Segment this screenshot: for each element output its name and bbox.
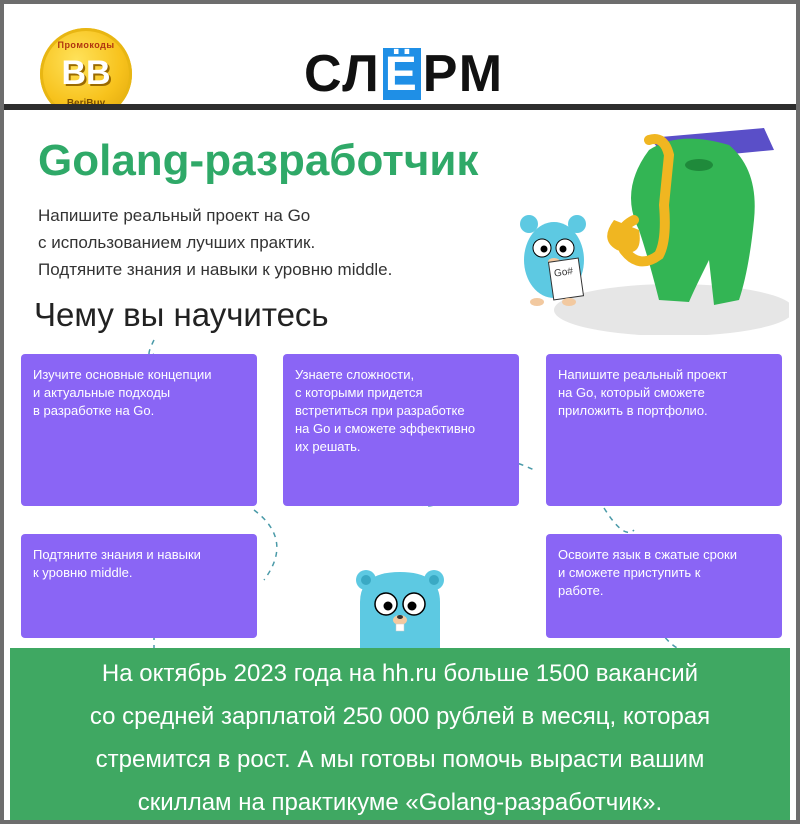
gopher-mascot [352,566,448,648]
badge-mark: BB [61,54,111,92]
card-line: работе. [558,583,604,598]
section-heading: Чему вы научитесь [34,296,329,333]
learning-card-concepts [21,354,257,506]
card-line: Напишите реальный проект [558,367,728,382]
subtitle-line: с использованием лучших практик. [38,233,316,252]
logo-text-end: РМ [422,45,505,103]
card-line: к уровню middle. [33,565,133,580]
card-line: на Go и сможете эффективно [295,421,476,436]
learning-card-middle [21,534,257,638]
card-line: Изучите основные концепции [33,367,212,382]
hero-illustration [499,110,789,335]
card-line: Узнаете сложности, [295,367,415,382]
subtitle-line: Подтяните знания и навыки к уровню middle. [38,260,393,279]
page-frame [4,4,796,820]
card-line: Освоите язык в сжатые сроки [558,547,738,562]
banner-line: со средней зарплатой 250 000 рублей в месяц, которая [89,703,711,730]
card-line: Подтяните знания и навыки [33,547,201,562]
card-line: приложить в портфолио. [558,403,708,418]
main-content [4,110,796,820]
logo-highlight-letter: Ё [384,48,419,101]
brand-logo[interactable] [304,44,504,104]
subtitle-line: Напишите реальный проект на Go [38,206,311,225]
banner-line: На октябрь 2023 года на hh.ru больше 1500 вакансий [101,660,699,687]
card-line: и сможете приступить к [558,565,701,580]
header [4,4,796,104]
card-line: на Go, который сможете [558,385,705,400]
card-line: их решать. [295,439,361,454]
banner-line: стремится в рост. А мы готовы помочь вырасти вашим [95,746,705,773]
hero-subtitle [38,202,392,283]
page-title: Golang-разработчик [38,136,479,185]
banner-line: скиллам на практикуме «Golang-разработчик». [137,789,663,816]
vacancy-banner [10,648,790,820]
card-line: встретиться при разработке [295,403,465,418]
card-line: и актуальные подходы [33,385,171,400]
badge-top-text: Промокоды [57,40,115,50]
learning-card-project [546,354,782,506]
card-line: с которыми придется [295,385,423,400]
go-sheet-label: Go# [553,266,574,280]
card-line: в разработке на Go. [33,403,155,418]
learning-card-difficulties [283,354,519,506]
logo-text-start: СЛ [304,45,381,103]
learning-card-fast-start [546,534,782,638]
